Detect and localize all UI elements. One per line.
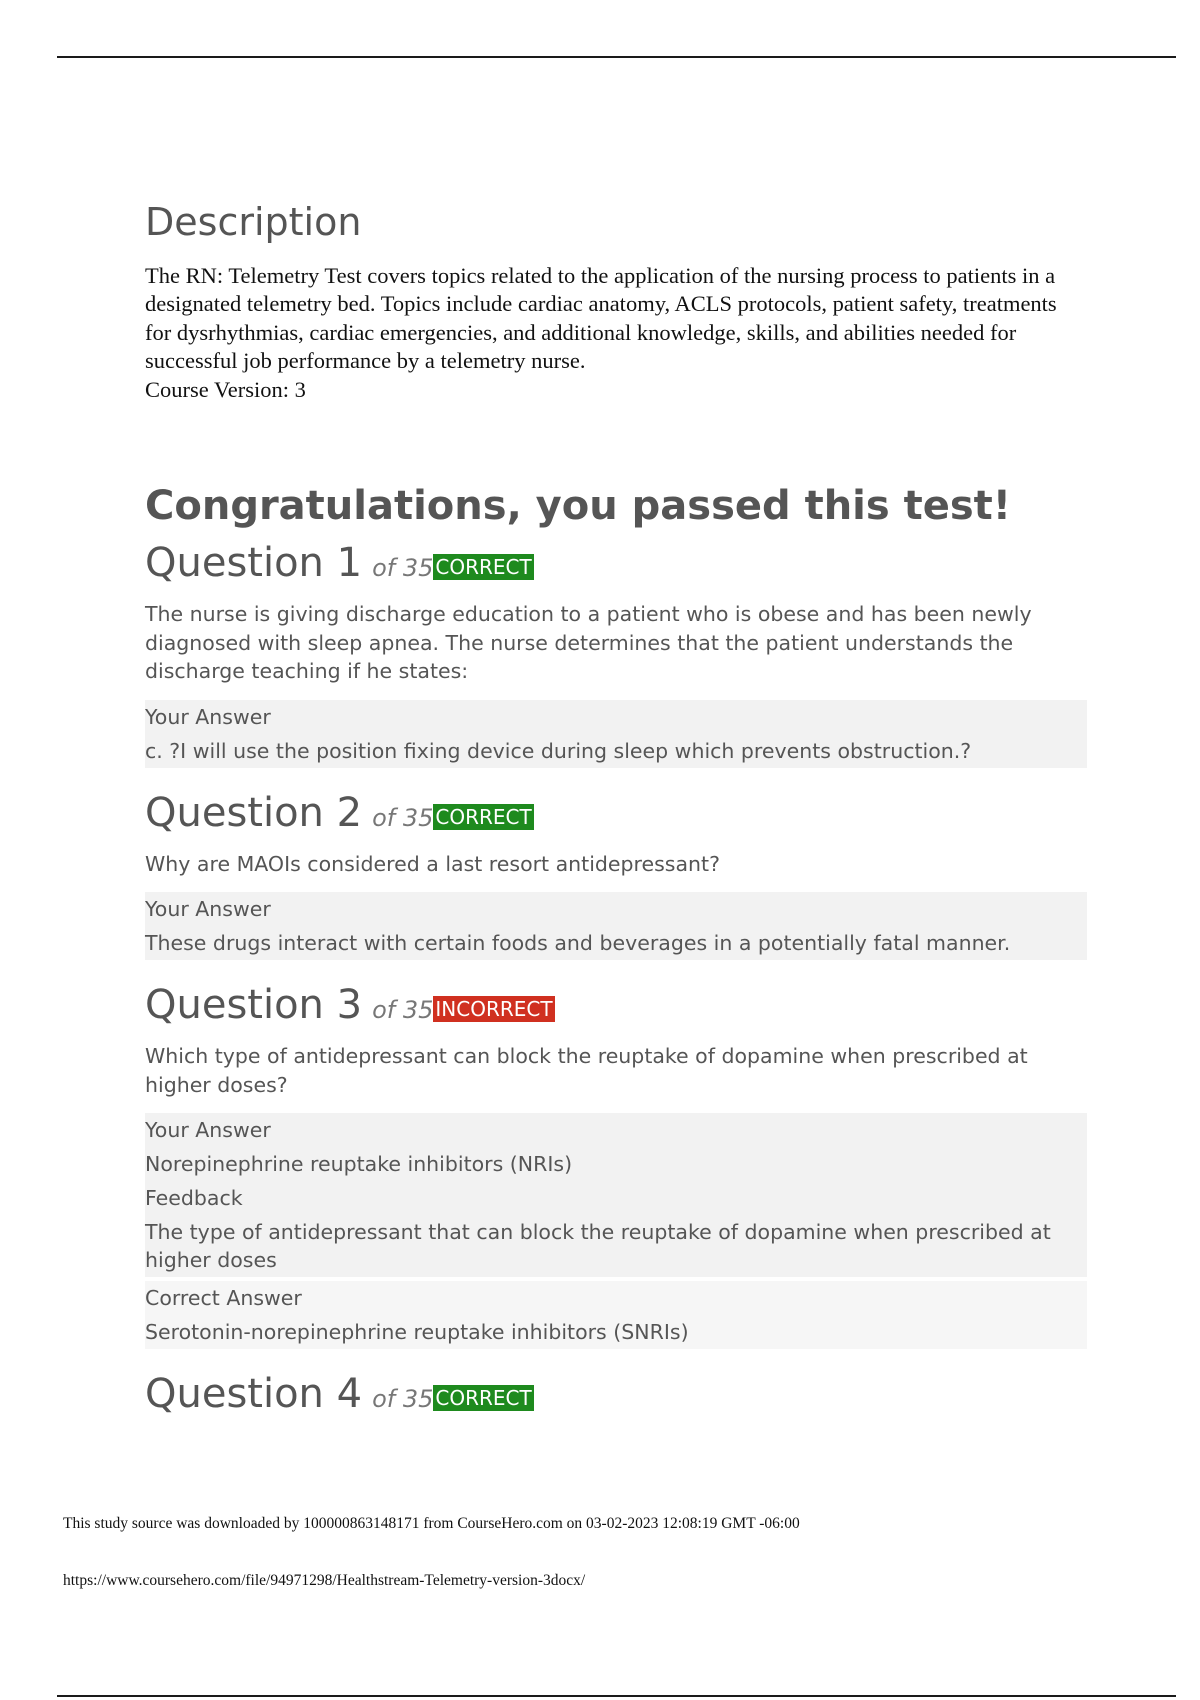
question-count: of 35 xyxy=(372,554,434,583)
question-header xyxy=(145,1371,1087,1417)
document-content xyxy=(145,200,1087,1417)
your-answer-box xyxy=(145,1113,1087,1277)
your-answer-box xyxy=(145,700,1087,768)
download-source-line: This study source was downloaded by 100000863148171 from CourseHero.com on 03-02-2023 12:08:19 GMT -06:00 xyxy=(63,1515,800,1532)
question-title: Question 4 xyxy=(145,1371,363,1418)
correct-answer-box xyxy=(145,1281,1087,1349)
your-answer-value: c. ?I will use the position fixing device during sleep which prevents obstruction.? xyxy=(145,738,972,763)
feedback-label: Feedback xyxy=(145,1186,243,1211)
top-rule xyxy=(57,56,1176,58)
question-header xyxy=(145,790,1087,836)
your-answer-label: Your Answer xyxy=(145,704,271,729)
question-title: Question 3 xyxy=(145,982,363,1029)
question-header xyxy=(145,540,1087,586)
bottom-rule xyxy=(57,1695,1176,1697)
question-1 xyxy=(145,540,1087,768)
your-answer-label: Your Answer xyxy=(145,897,271,922)
question-header xyxy=(145,982,1087,1028)
your-answer-value: Norepinephrine reuptake inhibitors (NRIs) xyxy=(145,1152,573,1177)
your-answer-box xyxy=(145,892,1087,960)
course-version: Course Version: 3 xyxy=(145,376,306,402)
correct-answer-value: Serotonin-norepinephrine reuptake inhibitors (SNRIs) xyxy=(145,1320,689,1345)
source-url[interactable]: https://www.coursehero.com/file/94971298/Healthstream-Telemetry-version-3docx/ xyxy=(63,1572,586,1589)
description-text: The RN: Telemetry Test covers topics related to the application of the nursing process to patients in a designated telemetry bed. Topics include cardiac anatomy, ACLS protocols, patient safety, treatments for dysrhythmias, cardiac emergencies, and additional knowledge, skills, and abilities needed for successful job performance by a telemetry nurse. xyxy=(145,262,1057,374)
question-4 xyxy=(145,1371,1087,1417)
question-count: of 35 xyxy=(372,803,434,832)
question-text: Which type of antidepressant can block the reuptake of dopamine when prescribed at higher doses? xyxy=(145,1044,1028,1097)
question-text: The nurse is giving discharge education to a patient who is obese and has been newly diagnosed with sleep apnea. The nurse determines that the patient understands the discharge teaching if he states: xyxy=(145,602,1032,684)
status-badge: CORRECT xyxy=(435,1386,532,1411)
question-count: of 35 xyxy=(372,1385,434,1414)
your-answer-label: Your Answer xyxy=(145,1118,271,1143)
your-answer-value: These drugs interact with certain foods and beverages in a potentially fatal manner. xyxy=(145,931,1011,956)
description-body xyxy=(145,262,1087,405)
question-title: Question 2 xyxy=(145,789,363,836)
question-text: Why are MAOIs considered a last resort antidepressant? xyxy=(145,851,720,876)
question-count: of 35 xyxy=(372,996,434,1025)
status-badge: INCORRECT xyxy=(435,997,553,1022)
correct-answer-label: Correct Answer xyxy=(145,1286,302,1311)
question-3 xyxy=(145,982,1087,1349)
status-badge: CORRECT xyxy=(435,555,532,580)
result-heading: Congratulations, you passed this test! xyxy=(145,483,1012,530)
status-badge: CORRECT xyxy=(435,804,532,829)
description-heading: Description xyxy=(145,200,362,244)
question-2 xyxy=(145,790,1087,961)
question-title: Question 1 xyxy=(145,540,363,587)
feedback-value: The type of antidepressant that can block the reuptake of dopamine when prescribed at higher doses xyxy=(145,1220,1051,1273)
